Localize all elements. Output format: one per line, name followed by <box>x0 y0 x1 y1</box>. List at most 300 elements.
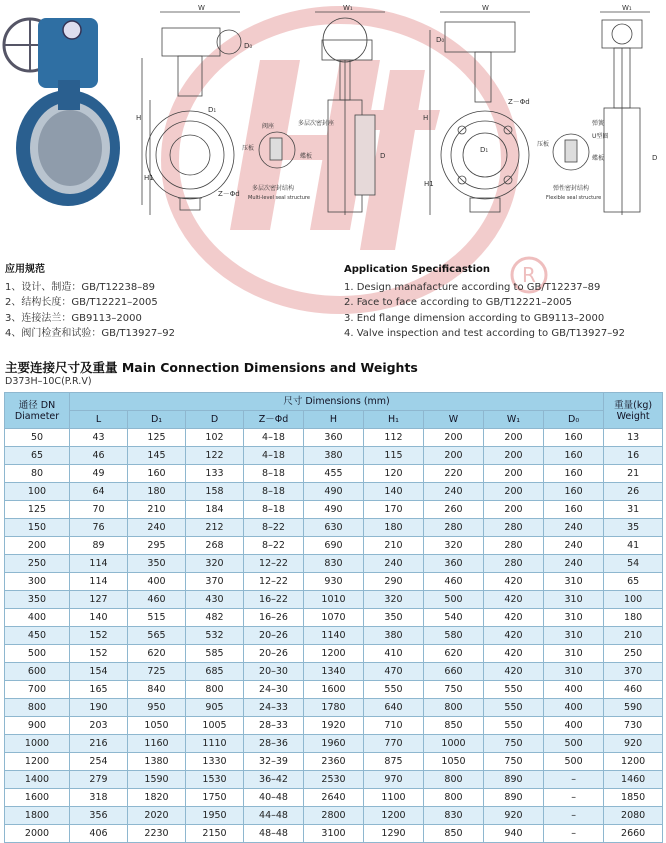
table-cell: 1960 <box>304 735 364 753</box>
table-cell: 102 <box>186 429 244 447</box>
table-cell: 200 <box>484 465 544 483</box>
table-cell: 2150 <box>186 825 244 843</box>
column-header: D <box>186 411 244 429</box>
table-cell: 1070 <box>304 609 364 627</box>
table-cell: 180 <box>128 483 186 501</box>
table-cell: 114 <box>70 555 128 573</box>
table-cell: 490 <box>304 501 364 519</box>
table-cell: 16–26 <box>244 609 304 627</box>
table-cell: 28–36 <box>244 735 304 753</box>
spec-en-item: 4. Valve inspection and test according to GB/T13927–92 <box>344 328 625 340</box>
table-cell: 430 <box>186 591 244 609</box>
table-cell: 620 <box>424 645 484 663</box>
table-cell: 750 <box>484 735 544 753</box>
table-row <box>5 447 663 465</box>
table-cell: 24–30 <box>244 681 304 699</box>
table-cell: 200 <box>484 501 544 519</box>
column-header: H₁ <box>364 411 424 429</box>
table-cell: 115 <box>364 447 424 465</box>
table-cell: 482 <box>186 609 244 627</box>
drawing-label-d-b: D <box>652 154 658 162</box>
table-cell: 1050 <box>128 717 186 735</box>
table-cell: 700 <box>5 681 70 699</box>
spec-en-item: 2. Face to face according to GB/T12221–2005 <box>344 297 572 309</box>
table-cell: 212 <box>186 519 244 537</box>
table-cell: 920 <box>484 807 544 825</box>
table-cell: 420 <box>484 573 544 591</box>
table-cell: 300 <box>5 573 70 591</box>
table-cell: 20–30 <box>244 663 304 681</box>
table-cell: 200 <box>424 429 484 447</box>
table-cell: 850 <box>424 717 484 735</box>
table-cell: 80 <box>5 465 70 483</box>
label-butterfly-2: 蝶板 <box>592 155 605 162</box>
table-cell: 1050 <box>424 753 484 771</box>
table-cell: 970 <box>364 771 424 789</box>
table-cell: 310 <box>544 663 604 681</box>
table-cell: 4–18 <box>244 429 304 447</box>
table-cell: 1600 <box>5 789 70 807</box>
table-cell: 1920 <box>304 717 364 735</box>
table-cell: 280 <box>424 519 484 537</box>
table-cell: 830 <box>304 555 364 573</box>
table-cell: 725 <box>128 663 186 681</box>
spec-en-item: 3. End flange dimension according to GB9113–2000 <box>344 312 605 324</box>
table-cell: 420 <box>484 663 544 681</box>
table-cell: 1140 <box>304 627 364 645</box>
table-cell: 16 <box>604 447 663 465</box>
header-dn-en: Diameter <box>14 410 60 422</box>
table-cell: 160 <box>544 483 604 501</box>
column-header: D₀ <box>544 411 604 429</box>
table-cell: 35 <box>604 519 663 537</box>
table-cell: 750 <box>484 753 544 771</box>
table-cell: 48–48 <box>244 825 304 843</box>
header-weight-cn: 重量(kg) <box>614 399 653 411</box>
table-cell: 310 <box>544 573 604 591</box>
table-cell: 200 <box>424 447 484 465</box>
table-cell: 930 <box>304 573 364 591</box>
drawing-label-d1-b: D₁ <box>480 146 489 154</box>
drawing-label-w: W <box>198 4 205 12</box>
table-cell: 890 <box>484 789 544 807</box>
table-cell: 170 <box>364 501 424 519</box>
drawing-label-h-a: H <box>136 114 142 122</box>
table-cell: 150 <box>5 519 70 537</box>
table-cell: 515 <box>128 609 186 627</box>
table-cell: 36–42 <box>244 771 304 789</box>
table-cell: – <box>544 771 604 789</box>
table-cell: 54 <box>604 555 663 573</box>
table-cell: 500 <box>544 735 604 753</box>
table-cell: 550 <box>364 681 424 699</box>
table-cell: 730 <box>604 717 663 735</box>
table-row <box>5 591 663 609</box>
table-cell: 310 <box>544 627 604 645</box>
table-cell: 620 <box>128 645 186 663</box>
spec-en-title: Application Specificastion <box>344 264 491 275</box>
table-cell: 1290 <box>364 825 424 843</box>
drawing-label-zd-b: Z－Φd <box>508 98 530 106</box>
table-cell: – <box>544 789 604 807</box>
table-cell: 1200 <box>5 753 70 771</box>
table-cell: 125 <box>5 501 70 519</box>
drawing-label-w-b: W <box>482 4 489 12</box>
drawing-label-zd-a: Z－Φd <box>218 190 240 198</box>
label-elastic-seal-en: Flexible seal structure <box>546 195 602 201</box>
label-spring-ring: 弹簧 <box>592 120 605 127</box>
table-row <box>5 825 663 843</box>
table-cell: 250 <box>604 645 663 663</box>
table-cell: 2020 <box>128 807 186 825</box>
table-cell: 152 <box>70 645 128 663</box>
table-cell: 840 <box>128 681 186 699</box>
table-cell: 1110 <box>186 735 244 753</box>
table-cell: 1530 <box>186 771 244 789</box>
label-butterfly-plate: 蝶板 <box>300 153 313 160</box>
table-row <box>5 501 663 519</box>
header-dn-cn: 通径 DN <box>18 399 56 411</box>
table-cell: 122 <box>186 447 244 465</box>
table-cell: 500 <box>544 753 604 771</box>
table-cell: 450 <box>5 627 70 645</box>
table-cell: 46 <box>70 447 128 465</box>
table-cell: 1100 <box>364 789 424 807</box>
table-cell: 550 <box>484 717 544 735</box>
table-cell: 8–18 <box>244 465 304 483</box>
table-cell: 2360 <box>304 753 364 771</box>
table-cell: 44–48 <box>244 807 304 825</box>
table-cell: 1400 <box>5 771 70 789</box>
table-row <box>5 699 663 717</box>
table-row <box>5 465 663 483</box>
table-row <box>5 789 663 807</box>
table-cell: 210 <box>364 537 424 555</box>
table-cell: 8–22 <box>244 537 304 555</box>
table-cell: 65 <box>5 447 70 465</box>
table-cell: 24–33 <box>244 699 304 717</box>
table-cell: 460 <box>424 573 484 591</box>
table-cell: 900 <box>5 717 70 735</box>
column-header: Z－Φd <box>244 411 304 429</box>
header-weight-en: Weight <box>616 410 650 422</box>
table-cell: 41 <box>604 537 663 555</box>
dimensions-table <box>4 392 663 843</box>
table-cell: 800 <box>424 771 484 789</box>
table-cell: 1380 <box>128 753 186 771</box>
table-cell: 1160 <box>128 735 186 753</box>
table-cell: 13 <box>604 429 663 447</box>
table-cell: 410 <box>364 645 424 663</box>
column-header: W₁ <box>484 411 544 429</box>
header-weight <box>604 393 663 429</box>
table-cell: 295 <box>128 537 186 555</box>
table-cell: 2230 <box>128 825 186 843</box>
table-cell: 1800 <box>5 807 70 825</box>
table-cell: 580 <box>424 627 484 645</box>
table-cell: 100 <box>604 591 663 609</box>
drawing-label-w1-b: W₁ <box>622 4 632 12</box>
table-cell: 2000 <box>5 825 70 843</box>
table-cell: 400 <box>5 609 70 627</box>
table-cell: 420 <box>484 591 544 609</box>
table-cell: 400 <box>544 699 604 717</box>
table-cell: 1590 <box>128 771 186 789</box>
table-cell: 370 <box>186 573 244 591</box>
table-cell: 2640 <box>304 789 364 807</box>
table-cell: 125 <box>128 429 186 447</box>
table-cell: 240 <box>544 555 604 573</box>
table-cell: 875 <box>364 753 424 771</box>
table-cell: 89 <box>70 537 128 555</box>
table-cell: 1950 <box>186 807 244 825</box>
table-cell: 120 <box>364 465 424 483</box>
table-cell: 470 <box>364 663 424 681</box>
table-cell: 50 <box>5 429 70 447</box>
table-cell: 216 <box>70 735 128 753</box>
table-cell: 160 <box>544 501 604 519</box>
table-cell: 65 <box>604 573 663 591</box>
table-cell: 290 <box>364 573 424 591</box>
table-cell: 240 <box>364 555 424 573</box>
table-cell: 254 <box>70 753 128 771</box>
table-cell: 200 <box>5 537 70 555</box>
table-cell: 280 <box>484 537 544 555</box>
table-cell: 2800 <box>304 807 364 825</box>
table-cell: 184 <box>186 501 244 519</box>
table-cell: 350 <box>5 591 70 609</box>
table-cell: 43 <box>70 429 128 447</box>
table-cell: 830 <box>424 807 484 825</box>
table-cell: 2530 <box>304 771 364 789</box>
table-cell: 8–18 <box>244 483 304 501</box>
table-row <box>5 717 663 735</box>
table-row <box>5 519 663 537</box>
table-cell: 905 <box>186 699 244 717</box>
table-cell: 890 <box>484 771 544 789</box>
table-cell: 8–22 <box>244 519 304 537</box>
table-cell: 550 <box>484 699 544 717</box>
table-cell: 64 <box>70 483 128 501</box>
table-cell: 460 <box>604 681 663 699</box>
table-cell: 200 <box>484 447 544 465</box>
table-cell: – <box>544 807 604 825</box>
table-cell: 20–26 <box>244 627 304 645</box>
table-row <box>5 663 663 681</box>
table-cell: 750 <box>424 681 484 699</box>
table-cell: 160 <box>128 465 186 483</box>
table-cell: 420 <box>484 645 544 663</box>
table-cell: 210 <box>604 627 663 645</box>
table-cell: 8–18 <box>244 501 304 519</box>
spec-en-item: 1. Design manafacture according to GB/T12237–89 <box>344 281 601 293</box>
table-row <box>5 753 663 771</box>
svg-text:R: R <box>522 263 536 287</box>
table-row <box>5 573 663 591</box>
table-cell: – <box>544 825 604 843</box>
table-cell: 630 <box>304 519 364 537</box>
table-cell: 12–22 <box>244 573 304 591</box>
table-cell: 280 <box>484 555 544 573</box>
table-row <box>5 735 663 753</box>
table-cell: 1850 <box>604 789 663 807</box>
table-cell: 160 <box>544 465 604 483</box>
table-row <box>5 627 663 645</box>
table-row <box>5 681 663 699</box>
table-cell: 400 <box>128 573 186 591</box>
table-cell: 190 <box>70 699 128 717</box>
table-cell: 800 <box>5 699 70 717</box>
spec-cn <box>5 262 175 342</box>
table-cell: 685 <box>186 663 244 681</box>
table-cell: 2660 <box>604 825 663 843</box>
table-cell: 70 <box>70 501 128 519</box>
table-cell: 490 <box>304 483 364 501</box>
table-cell: 356 <box>70 807 128 825</box>
column-header: W <box>424 411 484 429</box>
table-cell: 370 <box>604 663 663 681</box>
table-cell: 240 <box>544 537 604 555</box>
table-cell: 2080 <box>604 807 663 825</box>
table-cell: 21 <box>604 465 663 483</box>
table-cell: 532 <box>186 627 244 645</box>
table-cell: 800 <box>424 699 484 717</box>
spec-cn-item: 1、设计、制造：GB/T12238–89 <box>5 281 155 293</box>
table-cell: 31 <box>604 501 663 519</box>
table-cell: 800 <box>186 681 244 699</box>
table-cell: 710 <box>364 717 424 735</box>
table-cell: 1820 <box>128 789 186 807</box>
table-cell: 940 <box>484 825 544 843</box>
table-cell: 40–48 <box>244 789 304 807</box>
table-cell: 850 <box>424 825 484 843</box>
table-cell: 380 <box>304 447 364 465</box>
label-multi-seal-cn: 多层次密封结构 <box>252 185 295 192</box>
table-cell: 1010 <box>304 591 364 609</box>
table-cell: 585 <box>186 645 244 663</box>
table-cell: 310 <box>544 591 604 609</box>
table-cell: 460 <box>128 591 186 609</box>
table-cell: 154 <box>70 663 128 681</box>
table-cell: 310 <box>544 609 604 627</box>
table-cell: 800 <box>424 789 484 807</box>
table-cell: 112 <box>364 429 424 447</box>
label-seal-seat: 阀座 <box>262 123 275 130</box>
table-cell: 1600 <box>304 681 364 699</box>
table-cell: 590 <box>604 699 663 717</box>
label-elastic-seal-cn: 弹性密封结构 <box>553 185 590 192</box>
section-title: 主要连接尺寸及重量 Main Connection Dimensions and Weights <box>5 360 418 375</box>
spec-cn-title: 应用规范 <box>5 264 45 275</box>
table-cell: 250 <box>5 555 70 573</box>
table-cell: 1460 <box>604 771 663 789</box>
table-cell: 140 <box>70 609 128 627</box>
column-header: D₁ <box>128 411 186 429</box>
table-cell: 3100 <box>304 825 364 843</box>
table-cell: 1005 <box>186 717 244 735</box>
table-cell: 26 <box>604 483 663 501</box>
table-cell: 350 <box>364 609 424 627</box>
table-cell: 1200 <box>364 807 424 825</box>
drawing-label-h1-b: H1 <box>424 180 434 188</box>
label-plate-2: 压板 <box>537 141 550 148</box>
table-cell: 550 <box>484 681 544 699</box>
table-cell: 12–22 <box>244 555 304 573</box>
table-cell: 400 <box>544 717 604 735</box>
drawing-label-d1-a: D₁ <box>208 106 217 114</box>
table-row <box>5 555 663 573</box>
header-dn <box>5 393 70 429</box>
table-row <box>5 483 663 501</box>
drawing-label-h1-a: H1 <box>144 174 154 182</box>
table-cell: 455 <box>304 465 364 483</box>
table-cell: 140 <box>364 483 424 501</box>
table-cell: 260 <box>424 501 484 519</box>
spec-cn-item: 2、结构长度：GB/T12221–2005 <box>5 297 158 309</box>
table-cell: 360 <box>424 555 484 573</box>
table-cell: 420 <box>484 609 544 627</box>
table-cell: 320 <box>186 555 244 573</box>
table-cell: 320 <box>364 591 424 609</box>
table-cell: 1780 <box>304 699 364 717</box>
table-cell: 500 <box>424 591 484 609</box>
table-cell: 320 <box>424 537 484 555</box>
table-cell: 1750 <box>186 789 244 807</box>
table-cell: 200 <box>484 483 544 501</box>
table-cell: 160 <box>544 447 604 465</box>
table-cell: 1200 <box>304 645 364 663</box>
table-cell: 690 <box>304 537 364 555</box>
table-cell: 310 <box>544 645 604 663</box>
table-row <box>5 609 663 627</box>
spec-cn-item: 4、阀门检查和试验：GB/T13927–92 <box>5 328 175 340</box>
table-cell: 565 <box>128 627 186 645</box>
table-cell: 1340 <box>304 663 364 681</box>
column-header: L <box>70 411 128 429</box>
table-cell: 152 <box>70 627 128 645</box>
header-dimensions: 尺寸 Dimensions (mm) <box>70 393 604 411</box>
table-cell: 200 <box>484 429 544 447</box>
table-row <box>5 429 663 447</box>
table-cell: 1200 <box>604 753 663 771</box>
table-cell: 660 <box>424 663 484 681</box>
table-cell: 220 <box>424 465 484 483</box>
table-cell: 400 <box>544 681 604 699</box>
table-row <box>5 537 663 555</box>
table-cell: 165 <box>70 681 128 699</box>
table-cell: 49 <box>70 465 128 483</box>
spec-en <box>344 262 625 342</box>
table-cell: 20–26 <box>244 645 304 663</box>
label-multi-seal-en: Multi-level seal structure <box>248 195 310 201</box>
table-cell: 203 <box>70 717 128 735</box>
table-cell: 1330 <box>186 753 244 771</box>
table-cell: 180 <box>604 609 663 627</box>
spec-cn-item: 3、连接法兰：GB9113–2000 <box>5 312 142 324</box>
drawing-label-d0-b: D₀ <box>436 36 445 44</box>
table-cell: 210 <box>128 501 186 519</box>
drawing-label-w1-a: W₁ <box>343 4 353 12</box>
table-cell: 920 <box>604 735 663 753</box>
table-cell: 1000 <box>5 735 70 753</box>
table-cell: 279 <box>70 771 128 789</box>
drawing-label-d-a: D <box>380 152 386 160</box>
table-cell: 160 <box>544 429 604 447</box>
table-cell: 640 <box>364 699 424 717</box>
table-cell: 133 <box>186 465 244 483</box>
model-number: D373H–10C(P.R.V) <box>5 376 92 387</box>
table-cell: 76 <box>70 519 128 537</box>
